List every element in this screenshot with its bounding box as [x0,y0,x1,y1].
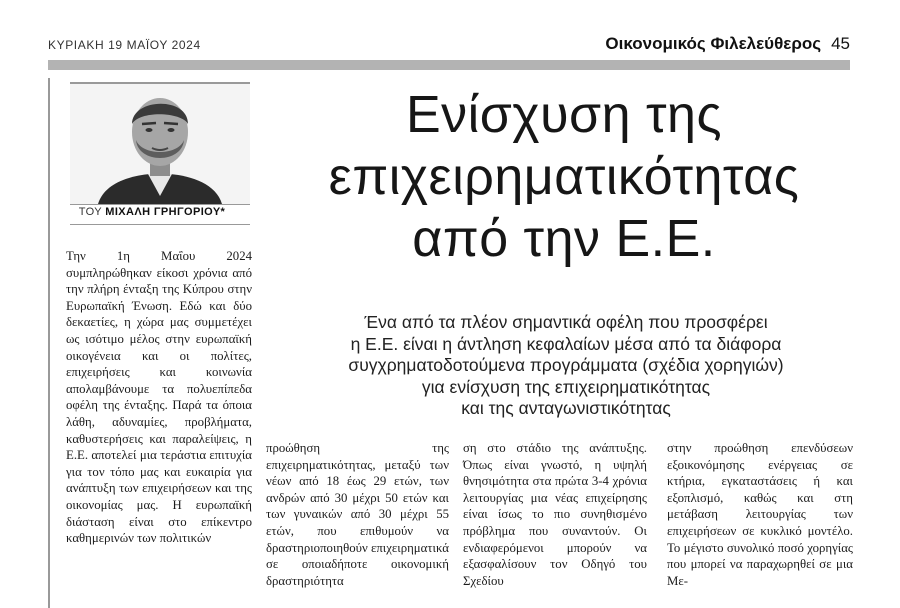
publication-name: Οικονομικός Φιλελεύθερος [605,34,822,53]
headline-line-2: επιχειρηματικότητας [328,148,800,206]
subhead-line-3: συγχρηματοδοτούμενα προγράμματα (σχέδια χορηγιών) [348,355,784,375]
page-number: 45 [831,34,850,53]
subhead-line-5: και της ανταγωνιστικότητας [461,398,671,418]
body-column-3 [463,440,647,589]
subheadline [300,312,832,420]
lead-column [66,248,252,547]
subhead-line-1: Ένα από τα πλέον σημαντικά οφέλη που προσφέρει [364,312,768,332]
author-portrait [70,82,250,205]
headline-line-1: Ενίσχυση της [405,86,723,144]
subhead-line-2: η Ε.Ε. είναι η άντληση κεφαλαίων μέσα από τα διάφορα [350,333,782,354]
byline-prefix: ΤΟΥ [78,206,102,218]
byline-rule [70,224,250,225]
headline-line-3: από την Ε.Ε. [412,210,716,268]
publication-header [605,34,850,54]
author-photo [70,84,250,204]
header-rule [48,60,850,70]
byline [50,206,254,218]
column-2-text: προώθηση της επιχειρηματικότητας, μεταξύ των νέων από 18 έως 29 ετών, των ανδρών από 30 μέχρι 50 ετών και των γυναικών από 30 μέχρι 55 ετών, που επιθυμούν να δραστηριοποιηθούν επιχειρηματικά σε οποιαδήποτε οικονομική δραστηριότητα [266,441,449,588]
body-column-4 [667,440,853,589]
column-4-text: στην προώθηση επενδύσεων εξοικονόμησης ενέργειας σε κτήρια, εγκαταστάσεις ή και εξοπλισμό, καθώς και στη μετάβαση λειτουργίας των επιχειρήσεων σε κυκλικό μοντέλο. Το μέγιστο συνολικό ποσό χορηγίας που μπορεί να παραχωρηθεί σε μια Με- [667,441,853,588]
body-column-2 [266,440,449,589]
headline [270,84,858,270]
column-3-text: ση στο στάδιο της ανάπτυξης. Όπως είναι γνωστό, η υψηλή θνησιμότητα στα πρώτα 3-4 χρόνια λειτουργίας μια νέας επιχείρησης είναι ίσως το πιο συνηθισμένο πρόβλημα που συναντούν. Οι ενδιαφερόμενοι μπορούν να εξασφαλίσουν τον Οδηγό του Σχεδίου [463,441,647,588]
subhead-line-4: για ενίσχυση της επιχειρηματικότητας [421,376,711,397]
lead-paragraph: Την 1η Μαΐου 2024 συμπληρώθηκαν είκοσι χρόνια από την πλήρη ένταξη της Κύπρου στην Ευρωπαϊκή Ένωση. Εδώ και δύο δεκαετίες, η χώρα μας συμμετέχει ως ισότιμο μέλος στην ευρωπαϊκή οικογένεια και οι πολίτες, επιχειρήσεις και κοινωνία απολαμβάνουμε τα πολυεπίπεδα οφέλη της ένταξης. Παρά τα όποια λάθη, αδυναμίες, προβλήματα, καθυστερήσεις και παραλείψεις, η Ε.Ε. αποτελεί μια τεράστια επιτυχία για τον τόπο μας και ευκαιρία για ανάπτυξη των επιχειρήσεων και της οικονομίας μας. Η ευρωπαϊκή διάσταση είναι στο επίκεντρο καθημερινών των πολιτικών [66,249,252,546]
author-name: ΜΙΧΑΛΗ ΓΡΗΓΟΡΙΟΥ* [105,206,226,218]
issue-date: ΚΥΡΙΑΚΗ 19 ΜΑΪΟΥ 2024 [48,38,201,52]
